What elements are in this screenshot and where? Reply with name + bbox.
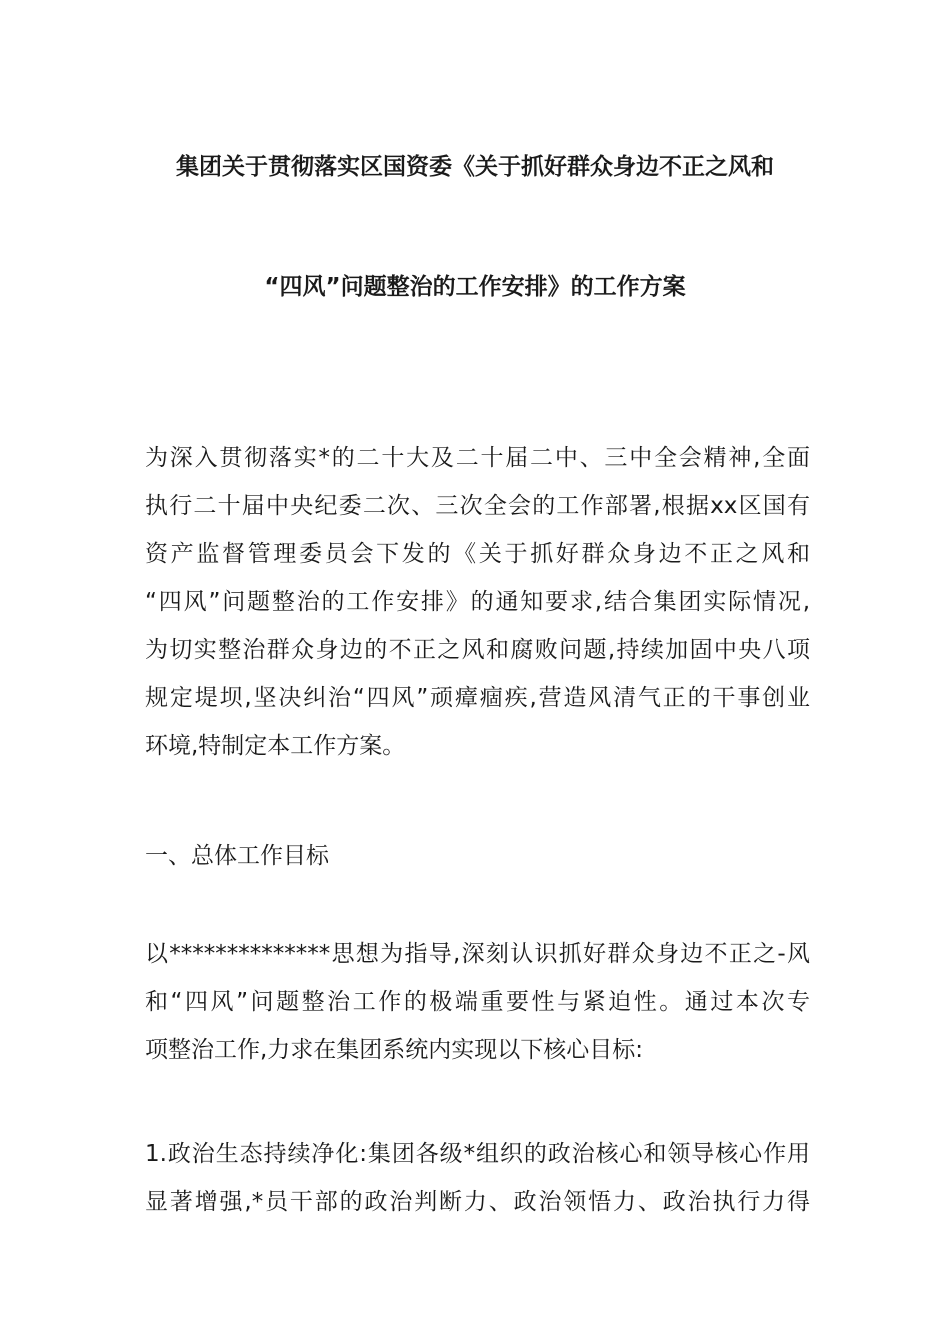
document-title-line-2: “四风”问题整治的工作安排》的工作方案 <box>264 274 686 300</box>
intro-line: 资产监督管理委员会下发的《关于抓好群众身边不正之风和 <box>145 541 810 567</box>
item-1-line: 1.政治生态持续净化:集团各级*组织的政治核心和领导核心作用 <box>145 1141 810 1167</box>
intro-line: 规定堤坝,坚决纠治“四风”顽瘴痼疾,营造风清气正的干事创业 <box>145 685 810 711</box>
intro-line: 执行二十届中央纪委二次、三次全会的工作部署,根据xx区国有 <box>145 493 810 519</box>
intro-line: 环境,特制定本工作方案。 <box>145 733 406 759</box>
document-title-line-1: 集团关于贯彻落实区国资委《关于抓好群众身边不正之风和 <box>176 154 774 180</box>
section-1-paragraph <box>145 930 810 1074</box>
item-1-line: 显著增强,*员干部的政治判断力、政治领悟力、政治执行力得 <box>145 1189 810 1215</box>
section-heading-text: 一、总体工作目标 <box>145 843 329 869</box>
section-1-line: 以**************思想为指导,深刻认识抓好群众身边不正之-风 <box>145 941 810 967</box>
section-1-heading <box>145 832 810 880</box>
intro-paragraph <box>145 434 810 770</box>
section-1-line: 项整治工作,力求在集团系统内实现以下核心目标: <box>145 1037 644 1063</box>
item-1-paragraph <box>145 1130 810 1226</box>
intro-line: 为切实整治群众身边的不正之风和腐败问题,持续加固中央八项 <box>145 637 810 663</box>
section-1-line: 和“四风”问题整治工作的极端重要性与紧迫性。通过本次专 <box>145 989 810 1015</box>
intro-line: 为深入贯彻落实*的二十大及二十届二中、三中全会精神,全面 <box>145 445 810 471</box>
intro-line: “四风”问题整治的工作安排》的通知要求,结合集团实际情况, <box>145 589 810 615</box>
